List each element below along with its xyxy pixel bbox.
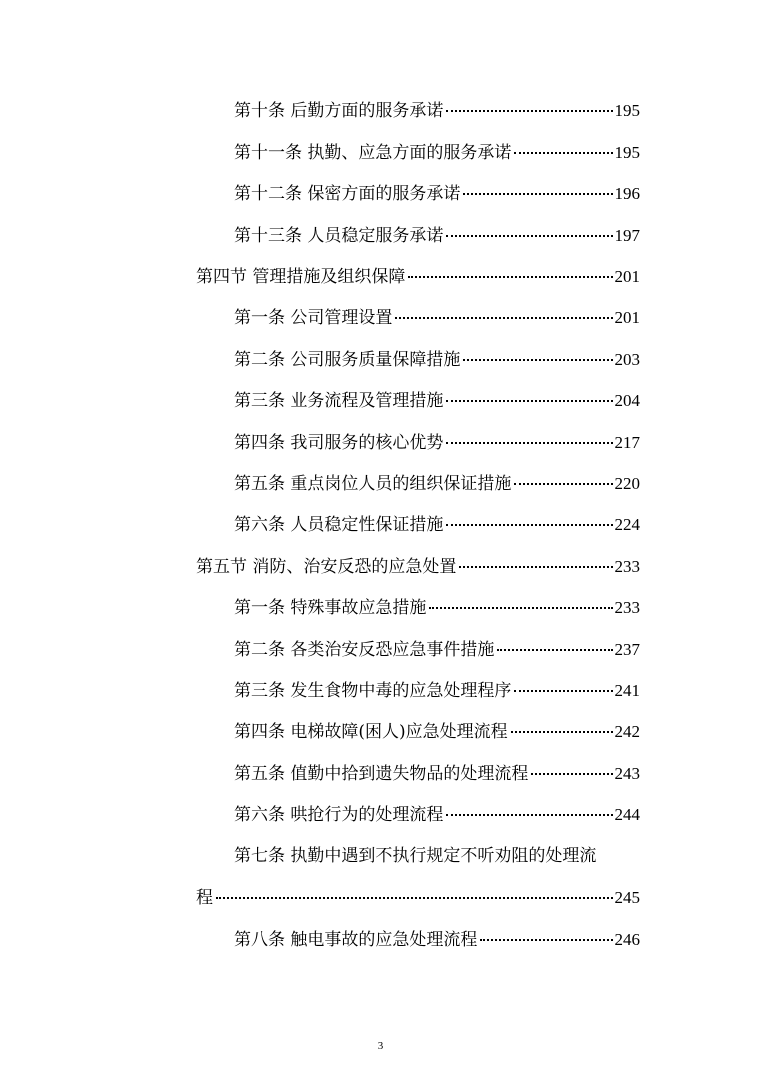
toc-entry[interactable] [0,221,761,249]
toc-entry[interactable] [0,800,761,828]
dot-leader [446,796,612,816]
dot-leader [459,548,612,568]
toc-entry-page: 203 [614,350,640,369]
toc-entry-page: 241 [614,681,640,700]
toc-entry-label: 第五节 消防、治安反恐的应急处置 [196,557,457,577]
toc-entry-label: 第十条 后勤方面的服务承诺 [234,101,444,121]
toc-entry-page: 233 [614,557,640,576]
toc-entry[interactable] [0,96,761,124]
toc-entry-wrapped-second-line[interactable] [0,883,761,911]
dot-leader [446,506,612,526]
dot-leader [446,382,612,402]
toc-entry-label: 第八条 触电事故的应急处理流程 [234,930,478,950]
toc-entry-page: 204 [614,391,640,410]
toc-entry-label: 第四条 电梯故障(困人)应急处理流程 [234,722,508,742]
toc-entry-label: 第四条 我司服务的核心优势 [234,433,444,453]
toc-entry-page: 245 [614,888,640,907]
dot-leader [531,755,612,775]
toc-entry-label: 第十一条 执勤、应急方面的服务承诺 [234,143,512,163]
toc-entry-page: 220 [614,474,640,493]
toc-entry-page: 195 [614,101,640,120]
dot-leader [446,424,612,444]
toc-entry-label: 第五条 重点岗位人员的组织保证措施 [234,474,512,494]
toc-entry-page: 244 [614,805,640,824]
dot-leader [446,217,612,237]
toc-entry[interactable] [0,759,761,787]
toc-entry-label: 第一条 公司管理设置 [234,308,393,328]
toc-entry-page: 246 [614,930,640,949]
toc-entry-label: 第五条 值勤中拾到遗失物品的处理流程 [234,764,529,784]
toc-entry[interactable] [0,593,761,621]
toc-entry-label: 第三条 发生食物中毒的应急处理程序 [234,681,512,701]
toc-entry-label: 第六条 人员稳定性保证措施 [234,515,444,535]
dot-leader [480,921,612,941]
toc-entry-label: 第二条 公司服务质量保障措施 [234,350,461,370]
toc-entry-wrapped-first-line[interactable]: 第七条 执勤中遇到不执行规定不听劝阻的处理流 [234,846,597,866]
toc-entry-label: 程 [196,888,213,908]
toc-entry[interactable] [0,428,761,456]
dot-leader [497,631,612,651]
toc-entry-page: 201 [614,267,640,286]
toc-entry-label: 第二条 各类治安反恐应急事件措施 [234,640,495,660]
toc-entry-label: 第十二条 保密方面的服务承诺 [234,184,461,204]
toc-entry-page: 237 [614,640,640,659]
toc-entry[interactable] [0,179,761,207]
toc-entry[interactable] [0,303,761,331]
toc-entry-page: 243 [614,764,640,783]
toc-entry-page: 196 [614,184,640,203]
page-number: 3 [377,1040,384,1052]
dot-leader [514,465,612,485]
toc-entry-page: 233 [614,598,640,617]
toc-entry-page: 197 [614,226,640,245]
toc-entry-label: 第四节 管理措施及组织保障 [196,267,406,287]
dot-leader [463,341,612,361]
toc-entry[interactable] [0,717,761,745]
toc-entry-page: 201 [614,308,640,327]
dot-leader [429,589,612,609]
dot-leader [514,672,612,692]
toc-entry[interactable] [0,925,761,953]
toc-entry[interactable] [0,386,761,414]
toc-entry-page: 217 [614,433,640,452]
toc-entry-page: 195 [614,143,640,162]
dot-leader [514,134,612,154]
toc-section-entry[interactable] [0,552,761,580]
toc-section-entry[interactable] [0,262,761,290]
dot-leader [395,299,612,319]
toc-entry-page: 242 [614,722,640,741]
dot-leader [511,713,613,733]
dot-leader [216,879,613,899]
dot-leader [463,175,612,195]
toc-entry[interactable] [0,138,761,166]
toc-entry-label: 第六条 哄抢行为的处理流程 [234,805,444,825]
toc-entry-label: 第一条 特殊事故应急措施 [234,598,427,618]
dot-leader [446,92,612,112]
toc-entry-label: 第十三条 人员稳定服务承诺 [234,226,444,246]
toc-entry[interactable] [0,635,761,663]
dot-leader [408,258,612,278]
toc-entry-label: 第三条 业务流程及管理措施 [234,391,444,411]
toc-entry-page: 224 [614,515,640,534]
toc-entry[interactable] [0,469,761,497]
toc-entry[interactable] [0,345,761,373]
toc-entry[interactable] [0,510,761,538]
toc-entry[interactable] [0,676,761,704]
